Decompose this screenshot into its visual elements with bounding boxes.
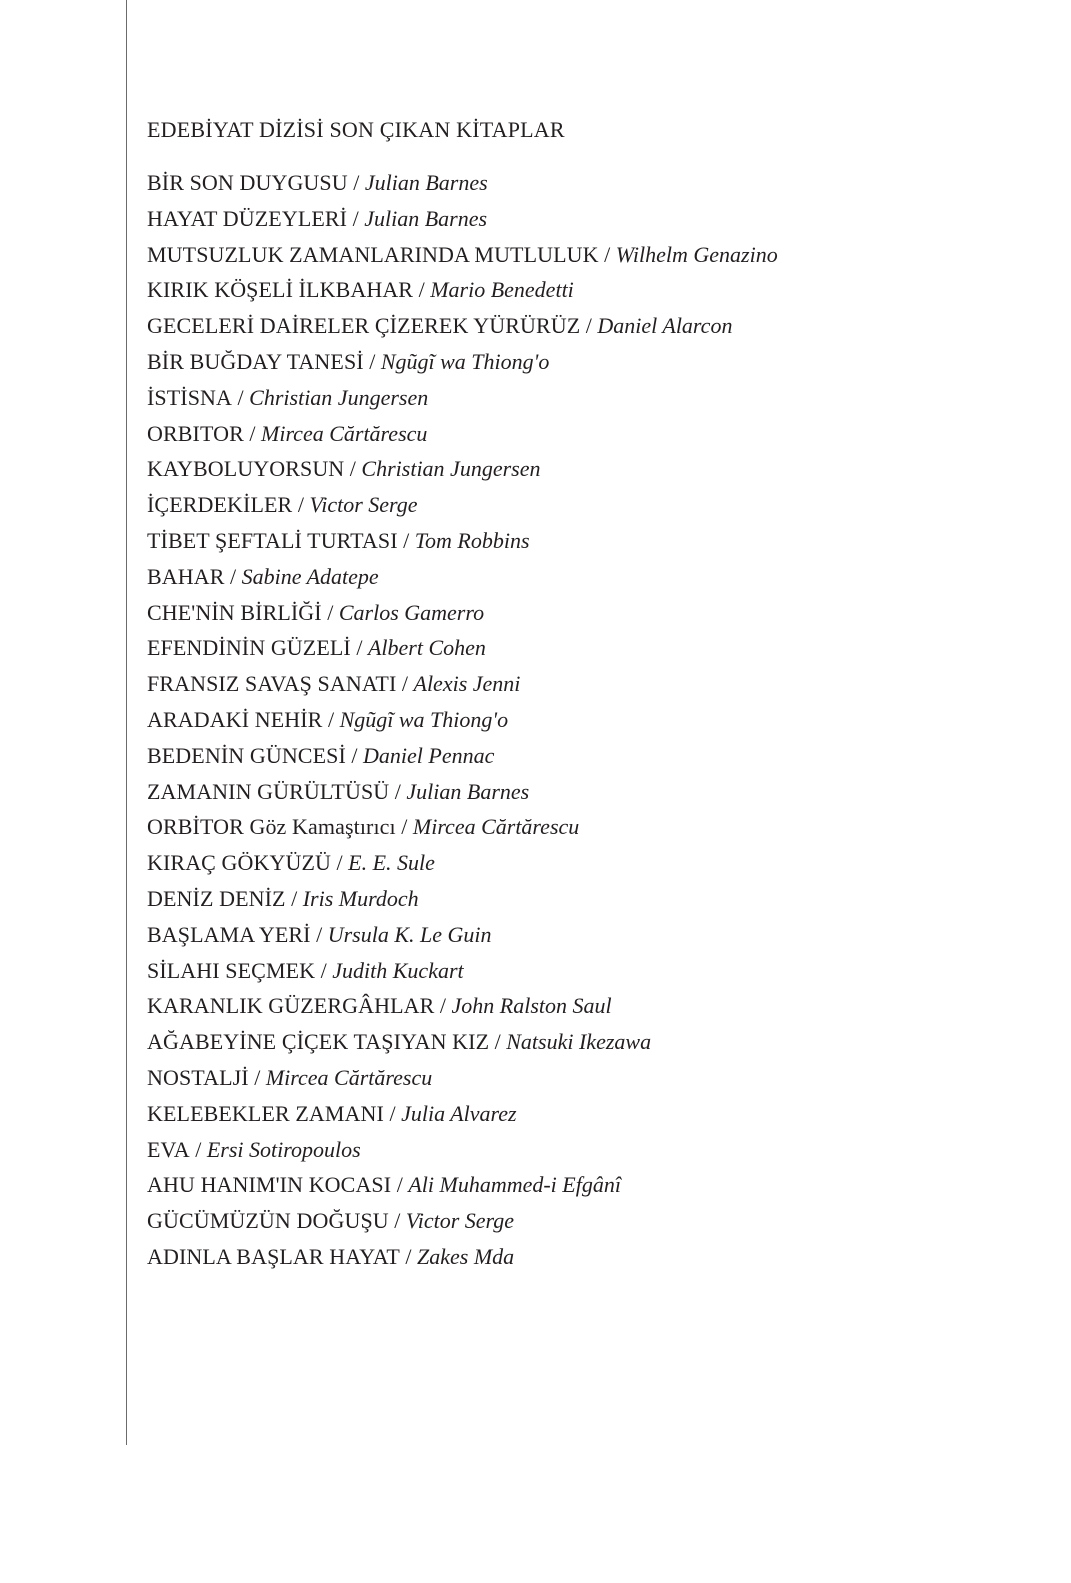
separator: / (396, 671, 414, 697)
book-title: KELEBEKLER ZAMANI (147, 1100, 384, 1126)
list-item (147, 416, 1027, 452)
book-list (147, 165, 1027, 1275)
list-item (147, 702, 1027, 738)
book-author: Victor Serge (405, 1208, 515, 1234)
separator: / (389, 778, 407, 804)
book-title: MUTSUZLUK ZAMANLARINDA MUTLULUK (147, 241, 599, 267)
book-author: Ursula K. Le Guin (327, 921, 492, 947)
list-item (147, 845, 1027, 881)
book-title: BEDENİN GÜNCESİ (147, 742, 346, 768)
list-item (147, 380, 1027, 416)
book-title: HAYAT DÜZEYLERİ (147, 205, 348, 231)
book-title: ADINLA BAŞLAR HAYAT (147, 1243, 400, 1269)
book-author: Christian Jungersen (361, 456, 541, 482)
book-title: DENİZ DENİZ (147, 885, 286, 911)
list-item (147, 165, 1027, 201)
separator: / (248, 1064, 266, 1090)
list-item (147, 1239, 1027, 1275)
list-item (147, 308, 1027, 344)
book-title: AHU HANIM'IN KOCASI (147, 1172, 392, 1198)
book-author: Alexis Jenni (413, 671, 521, 697)
separator: / (363, 348, 381, 374)
separator: / (243, 420, 261, 446)
book-title: ORBITOR (147, 420, 244, 446)
book-title: GÜCÜMÜZÜN DOĞUŞU (147, 1208, 389, 1234)
page-heading: EDEBİYAT DİZİSİ SON ÇIKAN KİTAPLAR (147, 117, 565, 142)
book-title: BAHAR (147, 563, 225, 589)
separator: / (315, 957, 333, 983)
separator: / (322, 706, 340, 732)
book-author: Victor Serge (309, 492, 418, 518)
separator: / (347, 170, 365, 195)
separator: / (285, 885, 303, 911)
book-author: Mircea Cărtărescu (412, 814, 580, 840)
separator: / (580, 313, 598, 339)
separator: / (397, 527, 415, 553)
separator: / (598, 241, 616, 267)
separator: / (388, 1208, 406, 1234)
separator: / (345, 742, 364, 768)
book-title: KIRAÇ GÖKYÜZÜ (147, 850, 332, 876)
book-author: Ngũgĩ wa Thiong'o (339, 706, 509, 732)
list-item (147, 487, 1027, 523)
separator: / (321, 599, 339, 625)
book-author: Mario Benedetti (430, 277, 574, 303)
list-item (147, 272, 1027, 308)
book-title: ARADAKİ NEHİR (147, 706, 323, 732)
book-title: ORBİTOR Göz Kamaştırıcı (147, 814, 396, 840)
book-title: NOSTALJİ (147, 1064, 249, 1090)
book-author: Julia Alvarez (401, 1100, 517, 1126)
separator: / (347, 205, 365, 231)
book-author: Daniel Pennac (363, 742, 495, 768)
book-author: Julian Barnes (364, 170, 488, 195)
list-item (147, 1024, 1027, 1060)
list-item (147, 595, 1027, 631)
separator: / (232, 384, 250, 410)
separator: / (383, 1100, 402, 1126)
list-item (147, 666, 1027, 702)
book-author: Carlos Gamerro (338, 599, 485, 625)
separator: / (399, 1243, 418, 1269)
margin-rule (126, 0, 127, 1445)
list-item (147, 451, 1027, 487)
list-item (147, 630, 1027, 666)
book-title: KIRIK KÖŞELİ İLKBAHAR (147, 277, 414, 303)
book-author: Christian Jungersen (249, 384, 429, 410)
list-item (147, 917, 1027, 953)
book-author: Wilhelm Genazino (615, 241, 778, 267)
list-item (147, 1060, 1027, 1096)
book-author: Sabine Adatepe (241, 563, 379, 589)
book-author: Julian Barnes (406, 778, 530, 804)
book-author: Judith Kuckart (332, 957, 464, 983)
separator: / (189, 1136, 207, 1162)
list-item (147, 988, 1027, 1024)
book-author: Ersi Sotiropoulos (206, 1136, 361, 1162)
list-item (147, 774, 1027, 810)
list-item (147, 881, 1027, 917)
book-title: AĞABEYİNE ÇİÇEK TAŞIYAN KIZ (147, 1029, 490, 1055)
list-item (147, 809, 1027, 845)
book-title: GECELERİ DAİRELER ÇİZEREK YÜRÜRÜZ (147, 313, 581, 339)
book-title: ZAMANIN GÜRÜLTÜSÜ (147, 778, 390, 804)
list-item (147, 1096, 1027, 1132)
book-title: KAYBOLUYORSUN (147, 456, 345, 482)
book-author: Albert Cohen (367, 635, 486, 661)
book-author: E. E. Sule (348, 850, 435, 876)
book-author: Natsuki Ikezawa (506, 1029, 652, 1055)
book-author: John Ralston Saul (451, 993, 612, 1019)
list-item (147, 201, 1027, 237)
list-item (147, 953, 1027, 989)
book-title: BAŞLAMA YERİ (147, 921, 311, 947)
book-author: Ngũgĩ wa Thiong'o (380, 348, 550, 374)
book-list-page (147, 112, 1027, 1275)
separator: / (391, 1172, 409, 1198)
separator: / (434, 993, 452, 1019)
list-item (147, 237, 1027, 273)
separator: / (395, 814, 413, 840)
book-author: Tom Robbins (414, 527, 530, 553)
separator: / (224, 563, 242, 589)
list-item (147, 1167, 1027, 1203)
book-author: Iris Murdoch (302, 885, 419, 911)
book-title: BİR SON DUYGUSU (147, 170, 348, 195)
book-title: TİBET ŞEFTALİ TURTASI (147, 527, 398, 553)
separator: / (292, 492, 310, 518)
book-title: CHE'NİN BİRLİĞİ (147, 599, 322, 625)
book-title: KARANLIK GÜZERGÂHLAR (147, 993, 435, 1019)
list-item (147, 1132, 1027, 1168)
book-author: Ali Muhammed-i Efgânî (408, 1172, 621, 1198)
list-item (147, 1203, 1027, 1239)
book-title: EFENDİNİN GÜZELİ (147, 635, 351, 661)
list-item (147, 738, 1027, 774)
list-item (147, 344, 1027, 380)
separator: / (310, 921, 328, 947)
separator: / (331, 850, 349, 876)
book-author: Julian Barnes (364, 205, 488, 231)
book-title: BİR BUĞDAY TANESİ (147, 348, 364, 374)
book-author: Daniel Alarcon (597, 313, 733, 339)
book-title: İÇERDEKİLER (147, 492, 293, 518)
book-author: Mircea Cărtărescu (261, 420, 428, 446)
separator: / (489, 1029, 507, 1055)
book-title: İSTİSNA (147, 384, 233, 410)
separator: / (413, 277, 431, 303)
book-author: Mircea Cărtărescu (265, 1064, 433, 1090)
separator: / (350, 635, 368, 661)
book-title: EVA (147, 1136, 190, 1162)
list-item (147, 559, 1027, 595)
book-author: Zakes Mda (417, 1243, 515, 1269)
book-title: SİLAHI SEÇMEK (147, 957, 316, 983)
list-item (147, 523, 1027, 559)
book-title: FRANSIZ SAVAŞ SANATI (147, 671, 397, 697)
separator: / (344, 456, 362, 482)
